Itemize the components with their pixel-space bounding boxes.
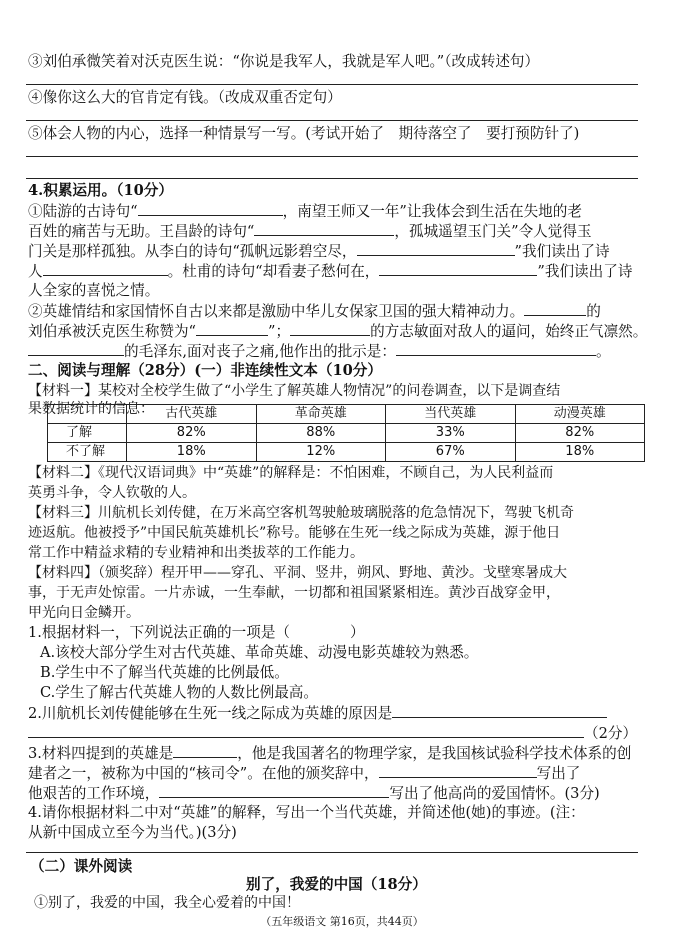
blank[interactable] [173,743,237,758]
blank[interactable] [379,763,537,778]
blank[interactable] [254,221,394,236]
material4-line3: 甲光向日金鳞开。 [28,605,140,621]
question3-line2: 建者之一，被称为中国的“核司令”。在他的颁奖辞中， 写出了 [28,765,581,782]
q4-title: 4.积累运用。（10分） [28,182,173,199]
q4-line1: ①陆游的古诗句“ ，南望王师又一年”让我体会到生活在失地的老 [28,203,582,220]
blank[interactable] [396,341,596,356]
question2: 2.川航机长刘传健能够在生死一线之际成为英雄的原因是 [28,703,607,724]
q4-line5: 人全家的喜悦之情。 [28,282,160,299]
material2-line1: 【材料二】《现代汉语词典》中“英雄”的解释是：不怕困难，不顾自己，为人民利益而 [28,465,554,481]
table-header: 古代英雄 [127,405,257,424]
question3: 3.材料四提到的英雄是 ，他是我国著名的物理学家，是我国核试验科学技术体系的创 [28,745,632,762]
q3-item3: ③刘伯承微笑着对沃克医生说：“你说是我军人，我就是军人吧。”（改成转述句） [28,53,540,70]
extra-title: 别了，我爱的中国（18分） [246,876,427,893]
row-label: 不了解 [48,443,127,462]
blank[interactable] [392,703,607,718]
table-row [48,443,645,462]
option-c: C.学生了解古代英雄人物的人数比例最高。 [40,684,318,701]
question4-line2: 从新中国成立至今为当代。)(3分) [28,824,237,841]
table-cell: 12% [256,443,386,462]
blank[interactable] [290,321,370,336]
material2-line2: 英勇斗争，令人钦敬的人。 [28,485,196,501]
answer-line [26,84,638,85]
table-cell: 18% [127,443,257,462]
q3-item5: ⑤体会人物的内心，选择一种情景写一写。(考试开始了 期待落空了 要打预防针了) [28,125,580,142]
material4-line1: 【材料四】（颁奖辞）程开甲——穿孔、平洞、竖井，朔风、野地、黄沙。戈壁寒暑成大 [28,565,567,581]
table-cell: 88% [256,424,386,443]
table-cell: 67% [386,443,516,462]
blank[interactable] [28,723,584,738]
q4-line7: 刘伯承被沃克医生称赞为“ ”； 的方志敏面对敌人的逼问，始终正气凛然。 [28,323,648,340]
q3-item4: ④像你这么大的官肯定有钱。（改成双重否定句） [28,89,342,106]
blank[interactable] [196,321,268,336]
table-cell: 82% [127,424,257,443]
table-header: 当代英雄 [386,405,516,424]
option-b: B.学生中不了解当代英雄的比例最低。 [40,664,289,681]
material3-line1: 【材料三】川航机长刘传健，在万米高空客机驾驶舱玻璃脱落的危急情况下，驾驶飞机奇 [28,505,574,521]
table-cell: 18% [515,443,645,462]
question3-line3: 他艰苦的工作环境， 写出了他高尚的爱国情怀。(3分) [28,785,600,802]
table-header: 动漫英雄 [515,405,645,424]
q2-score: （2分） [584,725,638,742]
material1-line2: 果数据统计的信息： [28,401,154,417]
row-label: 了解 [48,424,127,443]
blank[interactable] [159,783,389,798]
answer-line [26,178,638,179]
q4-line3: 门关是那样孤独。从李白的诗句“孤帆远影碧空尽， ”我们读出了诗 [28,243,610,260]
survey-table [47,404,645,462]
material1-line1: 【材料一】某校对全校学生做了“小学生了解英雄人物情况”的问卷调查，以下是调查结 [28,383,561,399]
question2-line2 [28,723,637,744]
extra-paragraph1: ①别了，我爱的中国，我全心爱着的中国！ [34,895,300,911]
page-footer: （五年级语文 第16页，共44页） [260,915,424,928]
blank[interactable] [357,241,515,256]
question4: 4.请你根据材料二中对“英雄”的解释，写出一个当代英雄，并简述他(她)的事迹。(注： [28,804,585,821]
material4-line2: 事，于无声处惊雷。一片赤诚，一生奉献，一切都和祖国紧紧相连。黄沙百战穿金甲， [28,585,560,601]
blank[interactable] [28,341,124,356]
q4-line8: 的毛泽东,面对丧子之痛,他作出的批示是： 。 [28,341,611,362]
material3-line3: 常工作中精益求精的专业精神和出类拔萃的工作能力。 [28,545,364,561]
blank[interactable] [43,261,168,276]
reading-header: 二、阅读与理解（28分）(一）非连续性文本（10分） [28,362,382,379]
material3-line2: 迹返航。他被授予”中国民航英雄机长”称号。能够在生死一线之际成为英雄，源于他日 [28,525,561,541]
q4-line2: 百姓的痛苦与无助。王昌龄的诗句“ ，孤城遥望玉门关”令人觉得玉 [28,223,592,240]
answer-line [26,852,638,853]
q4-line6: ②英雄情结和家国情怀自古以来都是激励中华儿女保家卫国的强大精神动力。 的 [28,303,601,320]
table-cell: 82% [515,424,645,443]
table-header-row [48,405,645,424]
blank[interactable] [524,301,586,316]
answer-line [26,120,638,121]
table-header: 革命英雄 [256,405,386,424]
answer-line [26,156,638,157]
blank[interactable] [379,261,537,276]
q4-line4: 人 。杜甫的诗句“却看妻子愁何在， ”我们读出了诗 [28,263,633,280]
question1: 1.根据材料一，下列说法正确的一项是（ ） [28,624,365,641]
table-row [48,424,645,443]
table-cell: 33% [386,424,516,443]
blank[interactable] [138,201,283,216]
extra-header: （二）课外阅读 [30,858,133,875]
option-a: A.该校大部分学生对古代英雄、革命英雄、动漫电影英雄较为熟悉。 [40,644,479,661]
